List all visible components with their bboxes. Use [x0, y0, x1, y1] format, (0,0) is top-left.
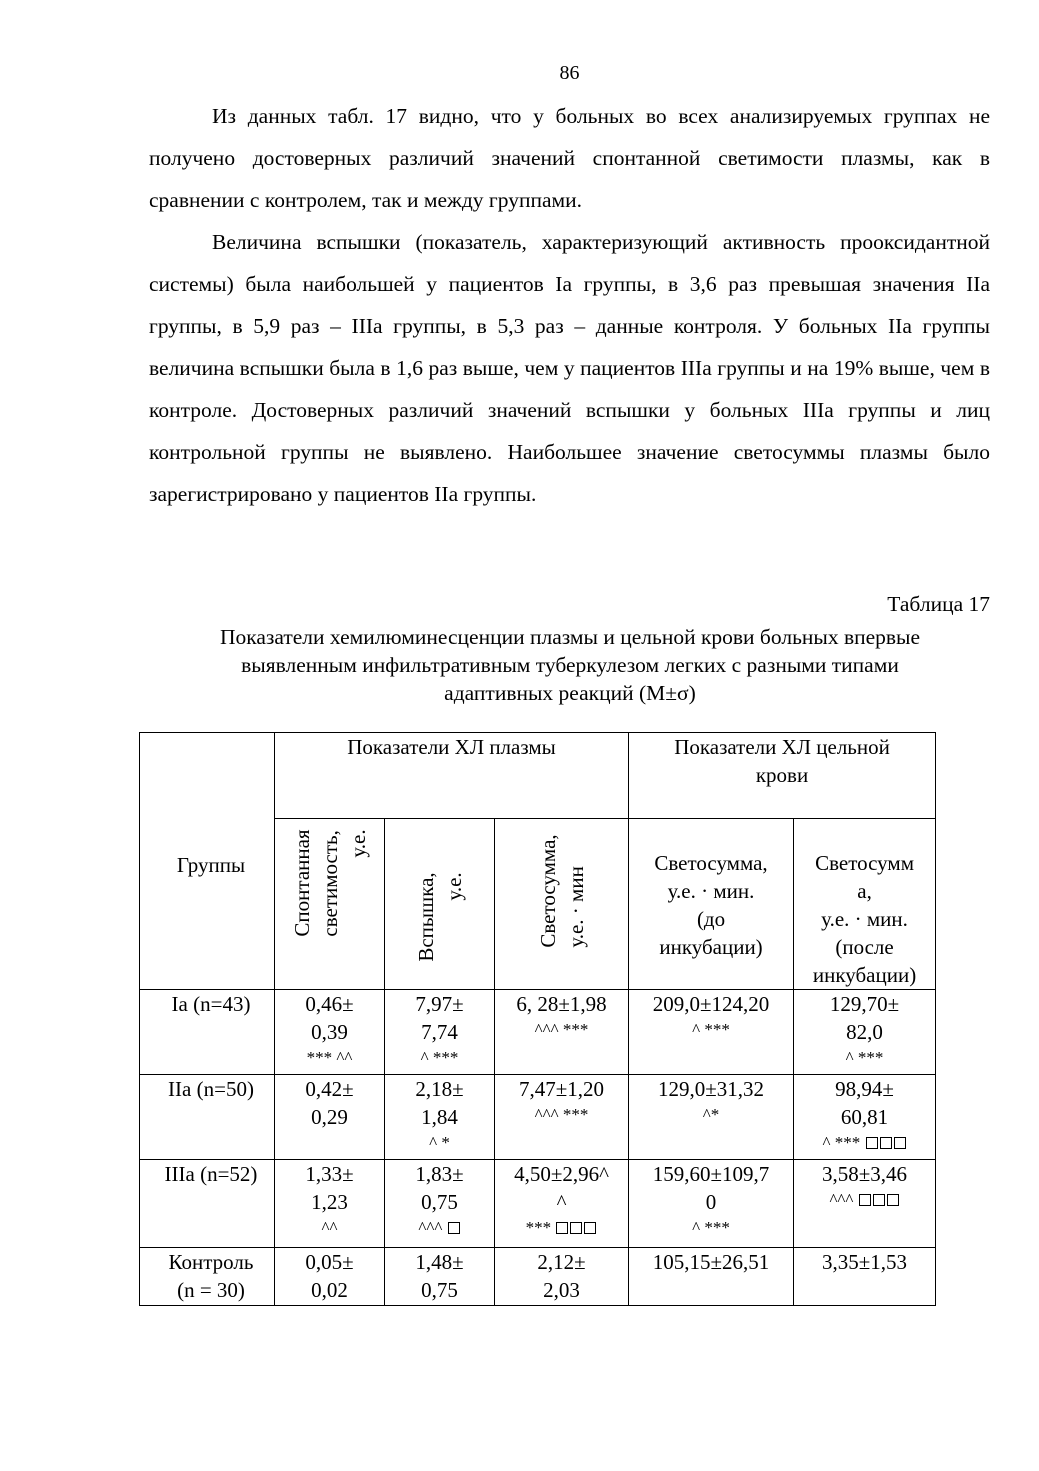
significance-text: ^^^ *** [534, 1020, 589, 1039]
cell-value: 3,35±1,53 [822, 1250, 908, 1274]
group-name-cell [140, 1248, 275, 1306]
rot-line: Вспышка, [413, 872, 438, 962]
square-mark-icon [880, 1137, 892, 1149]
significance-marks [495, 1018, 628, 1042]
value-cell [794, 1160, 936, 1248]
significance-marks [794, 1188, 935, 1212]
header-line: у.е. · мин. [667, 879, 755, 903]
value-cell [275, 990, 385, 1075]
square-mark-icon [894, 1137, 906, 1149]
significance-marks [495, 1216, 628, 1240]
cell-value: 2,12± [537, 1250, 586, 1274]
page-number: 86 [559, 62, 580, 84]
value-cell [629, 1248, 794, 1306]
cell-value: 105,15±26,51 [652, 1250, 770, 1274]
cell-value: 1,84 [421, 1105, 458, 1129]
significance-marks [629, 1216, 793, 1240]
cell-value: 129,70± [829, 992, 900, 1016]
header-line: (после [835, 935, 894, 959]
significance-marks [794, 1046, 935, 1070]
square-mark-icon [448, 1222, 460, 1234]
significance-text: ^* [702, 1105, 720, 1124]
cell-value: 2,03 [543, 1278, 580, 1302]
cell-value: 60,81 [840, 1105, 889, 1129]
blood-header [629, 733, 936, 819]
cell-value: 1,83± [415, 1162, 464, 1186]
value-cell [495, 1160, 629, 1248]
cell-value: 3,58±3,46 [822, 1162, 908, 1186]
value-cell [794, 1248, 936, 1306]
paragraph-1: Из данных табл. 17 видно, что у больных во всех анализируемых группах не получено достоверных различий значений спонтанной светимости плазмы, как в сравнении с контролем, так и между группами. [149, 104, 990, 212]
col-header-spontaneous [275, 819, 385, 990]
header-line: Светосумм [815, 851, 914, 875]
group-name: (n = 30) [177, 1278, 245, 1302]
cell-value: 4,50±2,96^ [514, 1162, 609, 1186]
cell-value: 209,0±124,20 [652, 992, 770, 1016]
square-mark-icon [859, 1194, 871, 1206]
rot-line: Светосумма, [535, 834, 560, 948]
col-header-blood-before [629, 819, 794, 990]
table-caption [140, 623, 1000, 707]
rot-line: светимость, [317, 830, 342, 937]
value-cell [275, 1160, 385, 1248]
cell-value: 2,18± [415, 1077, 464, 1101]
cell-value: 0,39 [311, 1020, 348, 1044]
header-line: а, [857, 879, 872, 903]
value-cell [495, 990, 629, 1075]
caption-line: выявленным инфильтративным туберкулезом легких с разными типами [241, 653, 899, 677]
value-cell [794, 1075, 936, 1160]
cell-value: 82,0 [846, 1020, 883, 1044]
group-name-cell [140, 990, 275, 1075]
caption-line: Показатели хемилюминесценции плазмы и цельной крови больных впервые [219, 625, 921, 649]
cell-value: 129,0±31,32 [658, 1077, 765, 1101]
cell-value: 1,33± [305, 1162, 354, 1186]
header-line: (до [696, 907, 726, 931]
value-cell [495, 1248, 629, 1306]
cell-value: 0,05± [305, 1250, 354, 1274]
col-header-lightsum [495, 819, 629, 990]
group-name: Ia (n=43) [171, 992, 251, 1016]
significance-marks [385, 1216, 494, 1240]
groups-header: Группы [140, 733, 275, 990]
value-cell [385, 1160, 495, 1248]
square-mark-icon [866, 1137, 878, 1149]
value-cell [385, 990, 495, 1075]
significance-text: ^^^ [829, 1190, 854, 1209]
value-cell [794, 990, 936, 1075]
square-mark-icon [556, 1222, 568, 1234]
group-name-cell [140, 1075, 275, 1160]
significance-marks [794, 1131, 935, 1155]
header-line: у.е. · мин. [821, 907, 908, 931]
group-name: Контроль [168, 1250, 254, 1274]
significance-text: ^ *** [420, 1048, 459, 1067]
significance-marks [495, 1103, 628, 1127]
table-row [140, 1248, 936, 1306]
value-cell [629, 1075, 794, 1160]
group-name: IIIa (n=52) [164, 1162, 258, 1186]
cell-value: 0,42± [305, 1077, 354, 1101]
group-name: IIa (n=50) [168, 1077, 254, 1101]
significance-marks [275, 1046, 384, 1070]
cell-value: 7,74 [421, 1020, 458, 1044]
significance-marks [629, 1018, 793, 1042]
header-line: инкубации) [659, 935, 763, 959]
table-row [140, 1075, 936, 1160]
cell-value: 1,23 [311, 1190, 348, 1214]
cell-value: 6, 28±1,98 [516, 992, 607, 1016]
significance-text: ^^^ [418, 1218, 443, 1237]
cell-value: 0,02 [311, 1278, 348, 1302]
rot-line: у.е. [345, 829, 370, 858]
group-name-cell [140, 1160, 275, 1248]
rot-line: Спонтанная [289, 829, 314, 937]
table-row [140, 990, 936, 1075]
square-mark-icon [584, 1222, 596, 1234]
significance-marks [275, 1216, 384, 1240]
significance-text: ^ * [429, 1133, 450, 1152]
significance-text: *** [525, 1218, 552, 1237]
cell-value: ^ [556, 1190, 567, 1214]
cell-value: 7,97± [415, 992, 464, 1016]
significance-text: ^^ [321, 1218, 338, 1237]
cell-value: 0,75 [421, 1190, 458, 1214]
cell-value: 1,48± [415, 1250, 464, 1274]
header-line: Светосумма, [654, 851, 768, 875]
significance-text: ^ *** [845, 1048, 884, 1067]
value-cell [495, 1075, 629, 1160]
cell-value: 159,60±109,7 [652, 1162, 770, 1186]
value-cell [385, 1248, 495, 1306]
square-mark-icon [873, 1194, 885, 1206]
rot-line: у.е. · мин [563, 866, 588, 948]
significance-text: ^ *** [692, 1020, 730, 1039]
cell-value: 0 [705, 1190, 717, 1214]
square-mark-icon [887, 1194, 899, 1206]
cell-value: 0,29 [311, 1105, 348, 1129]
cell-value: 0,46± [305, 992, 354, 1016]
cell-value: 7,47±1,20 [519, 1077, 605, 1101]
table-row [140, 1160, 936, 1248]
significance-marks [629, 1103, 793, 1127]
cell-value: 98,94± [835, 1077, 894, 1101]
significance-text: ^ *** [822, 1133, 861, 1152]
rot-line: у.е. [441, 872, 466, 901]
significance-marks [385, 1131, 494, 1155]
body-text [149, 95, 990, 515]
significance-text: *** ^^ [306, 1048, 353, 1067]
col-header-flash [385, 819, 495, 990]
table-label: Таблица 17 [887, 592, 990, 616]
data-table [139, 732, 936, 1306]
header-line: инкубации) [812, 963, 917, 987]
cell-value: 0,75 [421, 1278, 458, 1302]
significance-marks [385, 1046, 494, 1070]
significance-text: ^ *** [692, 1218, 730, 1237]
blood-header-line: Показатели ХЛ цельной [674, 735, 890, 759]
value-cell [629, 1160, 794, 1248]
value-cell [275, 1248, 385, 1306]
value-cell [629, 990, 794, 1075]
blood-header-line: крови [755, 763, 809, 787]
col-header-blood-after [794, 819, 936, 990]
value-cell [275, 1075, 385, 1160]
significance-text: ^^^ *** [534, 1105, 589, 1124]
plasma-header: Показатели ХЛ плазмы [275, 733, 629, 819]
caption-line: адаптивных реакций (M±σ) [444, 681, 696, 705]
paragraph-2: Величина вспышки (показатель, характеризующий активность прооксидантной системы) была наибольшей у пациентов Ia группы, в 3,6 раз превышая значения IIa группы, в 5,9 раз – IIIa группы, в 5,3 раз – данные контроля. У больных IIa группы величина вспышки была в 1,6 раз выше, чем у пациентов IIIa группы и на 19% выше, чем в контроле. Достоверных различий значений вспышки у больных IIIa группы и лиц контрольной группы не выявлено. Наибольшее значение светосуммы плазмы было зарегистрировано у пациентов IIa группы. [149, 230, 990, 506]
square-mark-icon [570, 1222, 582, 1234]
value-cell [385, 1075, 495, 1160]
